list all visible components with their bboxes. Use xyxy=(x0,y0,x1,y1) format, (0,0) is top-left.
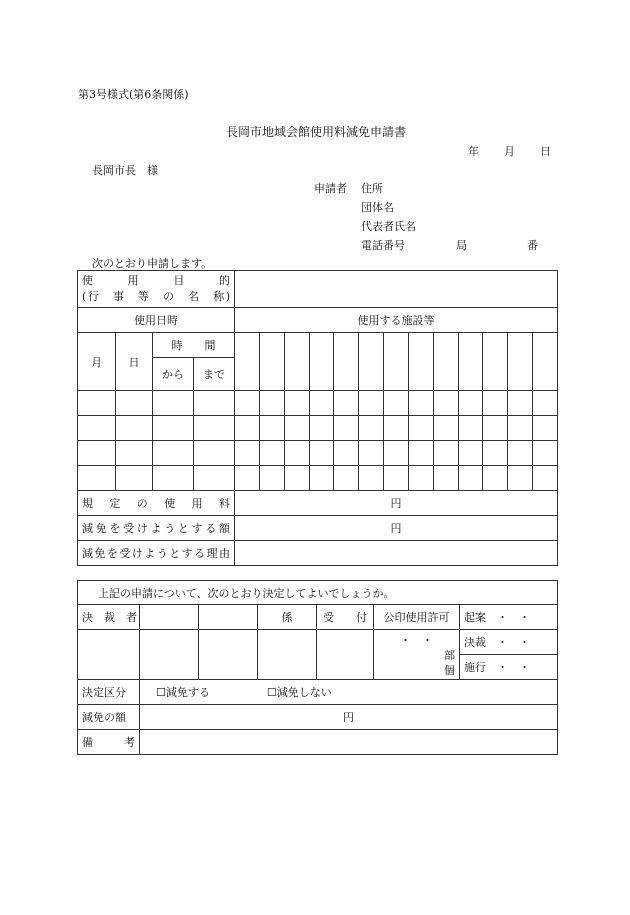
clerk-seal-cell[interactable] xyxy=(258,630,317,680)
approver-seal-cell[interactable] xyxy=(78,630,140,680)
facility-cell[interactable] xyxy=(359,333,384,391)
facility-cell[interactable] xyxy=(235,466,260,491)
seal-permit-cell[interactable] xyxy=(374,630,460,680)
facility-cell[interactable] xyxy=(235,333,260,391)
facility-cell[interactable] xyxy=(483,416,508,441)
facility-cell[interactable] xyxy=(433,391,458,416)
to-cell[interactable] xyxy=(194,391,235,416)
facility-cell[interactable] xyxy=(284,416,309,441)
seal-date: ・ ・ xyxy=(400,634,433,647)
approver-seal-cell[interactable] xyxy=(140,630,199,680)
facility-cell[interactable] xyxy=(384,333,409,391)
day-cell[interactable] xyxy=(116,441,153,466)
phone-exchange-label: 局 xyxy=(456,239,467,252)
day-cell[interactable] xyxy=(116,416,153,441)
facility-cell[interactable] xyxy=(483,441,508,466)
purpose-sublabel: (行 事 等 の 名 称) xyxy=(82,290,231,303)
facility-cell[interactable] xyxy=(259,441,284,466)
month-cell[interactable] xyxy=(78,466,116,491)
purpose-label-cell xyxy=(78,271,235,308)
facility-cell[interactable] xyxy=(458,466,483,491)
facility-cell[interactable] xyxy=(408,391,433,416)
facility-cell[interactable] xyxy=(408,333,433,391)
facility-cell[interactable] xyxy=(334,466,359,491)
time-header: 時 間 xyxy=(153,333,235,358)
facility-cell[interactable] xyxy=(384,391,409,416)
facility-cell[interactable] xyxy=(483,391,508,416)
facility-cell[interactable] xyxy=(259,333,284,391)
facility-cell[interactable] xyxy=(508,466,533,491)
purpose-label: 使 用 目 的 xyxy=(82,274,231,287)
from-cell[interactable] xyxy=(153,466,194,491)
reception-label: 受 付 xyxy=(317,605,374,630)
facility-cell[interactable] xyxy=(235,441,260,466)
facility-cell[interactable] xyxy=(284,391,309,416)
from-cell[interactable] xyxy=(153,416,194,441)
date-month: 月 xyxy=(504,145,515,158)
reduce-checkbox[interactable]: ☐減免する xyxy=(156,686,210,699)
facility-cell[interactable] xyxy=(483,466,508,491)
facility-cell[interactable] xyxy=(458,416,483,441)
from-header: から xyxy=(153,358,194,391)
seal-permit-label: 公印使用許可 xyxy=(374,605,460,630)
table-row xyxy=(78,416,558,441)
facility-cell[interactable] xyxy=(359,416,384,441)
facility-cell[interactable] xyxy=(259,391,284,416)
month-cell[interactable] xyxy=(78,391,116,416)
facility-cell[interactable] xyxy=(533,391,558,416)
clerk-label: 係 xyxy=(258,605,317,630)
facility-cell[interactable] xyxy=(384,441,409,466)
facility-cell[interactable] xyxy=(334,416,359,441)
amount-label: 減免の額 xyxy=(78,705,140,730)
group-label: 団体名 xyxy=(361,201,394,214)
facility-cell[interactable] xyxy=(408,416,433,441)
from-cell[interactable] xyxy=(153,391,194,416)
reduction-reason-field[interactable] xyxy=(235,541,558,566)
facility-cell[interactable] xyxy=(309,466,334,491)
fee-field[interactable]: 円 xyxy=(235,491,558,516)
amount-field[interactable]: 円 xyxy=(140,705,558,730)
month-cell[interactable] xyxy=(78,441,116,466)
table-row xyxy=(78,441,558,466)
facility-cell[interactable] xyxy=(309,416,334,441)
table-row xyxy=(78,391,558,416)
to-cell[interactable] xyxy=(194,466,235,491)
month-header: 月 xyxy=(78,333,116,391)
representative-label: 代表者氏名 xyxy=(361,220,416,233)
form-number: 第3号様式(第6条関係) xyxy=(78,88,189,101)
facility-cell[interactable] xyxy=(334,333,359,391)
facility-header: 使用する施設等 xyxy=(235,308,558,333)
facility-cell[interactable] xyxy=(458,391,483,416)
facility-cell[interactable] xyxy=(408,441,433,466)
fee-label: 規 定 の 使 用 料 xyxy=(78,491,235,516)
no-reduce-checkbox[interactable]: ☐減免しない xyxy=(266,686,332,699)
decision-intro: 上記の申請について、次のとおり決定してよいでしょうか。 xyxy=(78,581,558,605)
facility-cell[interactable] xyxy=(433,333,458,391)
reduction-amount-field[interactable]: 円 xyxy=(235,516,558,541)
date-day: 日 xyxy=(540,145,551,158)
facility-cell[interactable] xyxy=(334,441,359,466)
facility-cell[interactable] xyxy=(533,441,558,466)
datetime-header: 使用日時 xyxy=(78,308,235,333)
to-cell[interactable] xyxy=(194,416,235,441)
facility-cell[interactable] xyxy=(433,416,458,441)
remarks-label: 備 考 xyxy=(78,730,140,755)
addressee: 長岡市長 様 xyxy=(92,164,158,177)
facility-cell[interactable] xyxy=(359,391,384,416)
facility-cell[interactable] xyxy=(433,466,458,491)
facility-cell[interactable] xyxy=(359,466,384,491)
phone-number-label: 番 xyxy=(527,239,538,252)
facility-cell[interactable] xyxy=(533,333,558,391)
facility-cell[interactable] xyxy=(284,333,309,391)
day-cell[interactable] xyxy=(116,466,153,491)
facility-cell[interactable] xyxy=(458,441,483,466)
facility-cell[interactable] xyxy=(458,333,483,391)
facility-cell[interactable] xyxy=(508,391,533,416)
intro-text: 次のとおり申請します。 xyxy=(92,257,213,270)
applicant-label: 申請者 xyxy=(314,182,347,195)
to-header: まで xyxy=(194,358,235,391)
facility-cell[interactable] xyxy=(235,391,260,416)
facility-cell[interactable] xyxy=(334,391,359,416)
facility-cell[interactable] xyxy=(384,416,409,441)
facility-cell[interactable] xyxy=(359,441,384,466)
facility-cell[interactable] xyxy=(259,416,284,441)
approver-seal-cell[interactable] xyxy=(140,605,199,630)
facility-cell[interactable] xyxy=(508,333,533,391)
draft-date[interactable]: 起案 ・ ・ xyxy=(460,605,558,630)
remarks-field[interactable] xyxy=(140,730,558,755)
facility-cell[interactable] xyxy=(284,441,309,466)
month-cell[interactable] xyxy=(78,416,116,441)
copies-piece: 個 xyxy=(444,664,455,677)
reduction-amount-label: 減免を受けようとする額 xyxy=(78,516,235,541)
decision-table xyxy=(77,580,558,755)
facility-cell[interactable] xyxy=(309,391,334,416)
facility-cell[interactable] xyxy=(508,441,533,466)
decision-options xyxy=(140,680,558,705)
decision-label: 決定区分 xyxy=(78,680,140,705)
from-cell[interactable] xyxy=(153,441,194,466)
approval-date[interactable]: 決裁 ・ ・ xyxy=(460,630,558,655)
approver-seal-cell[interactable] xyxy=(199,630,258,680)
reception-seal-cell[interactable] xyxy=(317,630,374,680)
facility-cell[interactable] xyxy=(284,466,309,491)
facility-cell[interactable] xyxy=(408,466,433,491)
reduction-reason-label: 減免を受けようとする理由 xyxy=(78,541,235,566)
application-table xyxy=(77,270,558,566)
table-row xyxy=(78,466,558,491)
facility-cell[interactable] xyxy=(433,441,458,466)
purpose-field[interactable] xyxy=(235,271,558,308)
facility-cell[interactable] xyxy=(309,333,334,391)
day-cell[interactable] xyxy=(116,391,153,416)
facility-cell[interactable] xyxy=(533,416,558,441)
copies-dept: 部 xyxy=(444,649,455,662)
to-cell[interactable] xyxy=(194,441,235,466)
facility-cell[interactable] xyxy=(384,466,409,491)
facility-cell[interactable] xyxy=(533,466,558,491)
facility-cell[interactable] xyxy=(483,333,508,391)
address-label: 住所 xyxy=(361,182,383,195)
page-title: 長岡市地域会館使用料減免申請書 xyxy=(226,125,407,139)
approver-label: 決 裁 者 xyxy=(78,605,140,630)
facility-cell[interactable] xyxy=(309,441,334,466)
day-header: 日 xyxy=(116,333,153,391)
approver-seal-cell[interactable] xyxy=(199,605,258,630)
enforcement-date[interactable]: 施行 ・ ・ xyxy=(460,655,558,680)
facility-cell[interactable] xyxy=(259,466,284,491)
phone-label: 電話番号 xyxy=(361,239,405,252)
facility-cell[interactable] xyxy=(508,416,533,441)
facility-cell[interactable] xyxy=(235,416,260,441)
date-year: 年 xyxy=(468,145,479,158)
